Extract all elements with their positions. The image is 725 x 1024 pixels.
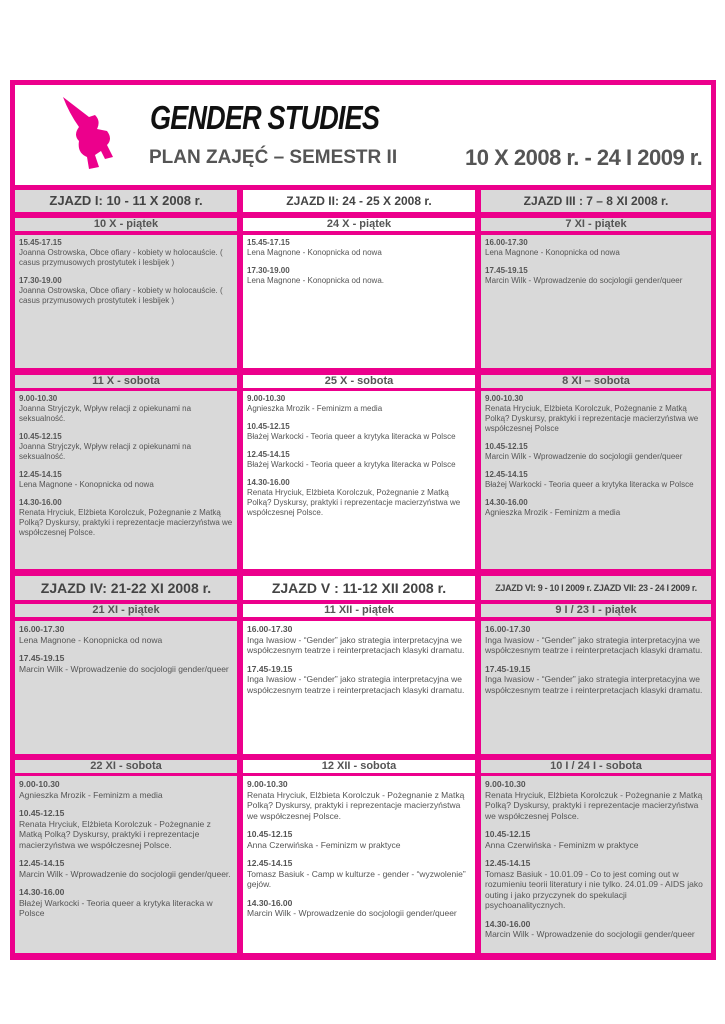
lecture-description: Anna Czerwińska - Feminizm w praktyce [247, 839, 401, 850]
zjazd-header: ZJAZD V : 11-12 XII 2008 r. [243, 576, 475, 600]
lecture-description: Tomasz Basiuk - 10.01.09 - Co to jest coming out w rozumieniu teorii literatury i nie tylko. 24.01.09 - AIDS jako outing i jako przyczynek do spekulacji psychoanalitycznych. [485, 868, 703, 910]
schedule-cell [481, 391, 711, 569]
lecture-time: 9.00-10.30 [247, 394, 286, 403]
zjazd-header: ZJAZD II: 24 - 25 X 2008 r. [243, 190, 475, 212]
lecture-time: 16.00-17.30 [247, 624, 293, 634]
lecture-entry [485, 664, 707, 696]
lecture-entry [247, 238, 471, 258]
lecture-time: 12.45-14.15 [247, 450, 290, 459]
lecture-entry [247, 898, 471, 919]
zjazd-header: ZJAZD I: 10 - 11 X 2008 r. [15, 190, 237, 212]
day-header: 10 I / 24 I - sobota [481, 760, 711, 773]
lecture-entry [247, 664, 471, 696]
lecture-description: Marcin Wilk - Wprowadzenie do socjologii gender/queer. [19, 868, 231, 879]
lecture-description: Renata Hryciuk, Elżbieta Korolczuk - Pożegnanie z Matką Polką? Dyskursy, praktyki i reprezentacje macierzyństwa we współczesnej Polsce. [485, 789, 703, 821]
lecture-description: Renata Hryciuk, Elżbieta Korolczuk - Pożegnanie z Matką Polką? Dyskursy, praktyki i reprezentacje macierzyństwa we współczesnej Polsce. [247, 789, 465, 821]
lecture-entry [19, 470, 233, 490]
day-header: 10 X - piątek [15, 218, 237, 231]
lecture-entry [19, 887, 233, 919]
lecture-entry [485, 498, 707, 518]
lecture-time: 10.45-12.15 [247, 422, 290, 431]
lecture-time: 16.00-17.30 [485, 624, 531, 634]
lecture-entry [19, 238, 233, 268]
lecture-description: Agnieszka Mrozik - Feminizm a media [247, 404, 383, 413]
lecture-time: 17.30-19.00 [19, 276, 62, 285]
lecture-description: Renata Hryciuk, Elżbieta Korolczuk, Pożegnanie z Matką Polką? Dyskursy, praktyki i reprezentacje macierzyństwa we współczesnej Polsce. [247, 488, 461, 517]
schedule-cell [243, 391, 475, 569]
lecture-description: Renata Hryciuk, Elżbieta Korolczuk - Pożegnanie z Matką Polką? Dyskursy, praktyki i reprezentacje macierzyństwa we współczesnej Polsce. [19, 818, 211, 850]
lecture-time: 12.45-14.15 [19, 470, 62, 479]
lecture-time: 10.45-12.15 [247, 829, 293, 839]
zjazd-header: ZJAZD IV: 21-22 XI 2008 r. [15, 576, 237, 600]
lecture-description: Lena Magnone - Konopnicka od nowa [19, 634, 163, 645]
lecture-entry [485, 266, 707, 286]
lecture-time: 17.45-19.15 [19, 653, 65, 663]
lecture-description: Renata Hryciuk, Elżbieta Korolczuk, Pożegnanie z Matką Polką? Dyskursy, praktyki i reprezentacje macierzyństwa we współczesnej Polsce [485, 404, 699, 433]
lecture-entry [247, 394, 471, 414]
lecture-time: 16.00-17.30 [485, 238, 528, 247]
page-subtitle: PLAN ZAJĘĆ – SEMESTR II [149, 147, 398, 168]
lecture-entry [19, 808, 233, 850]
lecture-description: Tomasz Basiuk - Camp w kulturze - gender - “wyzwolenie” gejów. [247, 868, 466, 889]
lecture-time: 15.45-17.15 [19, 238, 62, 247]
schedule-cell [481, 621, 711, 754]
lecture-description: Inga Iwasiow - “Gender” jako strategia interpretacyjna we współczesnym teatrze i reinterpretacjach klasyki dramatu. [247, 634, 465, 655]
lecture-description: Agnieszka Mrozik - Feminizm a media [485, 508, 621, 517]
lecture-description: Inga Iwasiow - “Gender” jako strategia interpretacyjna we współczesnym teatrze i reinterpretacjach klasyki dramatu. [485, 674, 703, 695]
day-header: 11 X - sobota [15, 375, 237, 388]
lecture-time: 10.45-12.15 [485, 442, 528, 451]
lecture-entry [485, 919, 707, 940]
lecture-entry [485, 394, 707, 434]
lecture-entry [19, 624, 233, 645]
lecture-entry [485, 779, 707, 821]
lecture-description: Inga Iwasiow - “Gender” jako strategia interpretacyjna we współczesnym teatrze i reinterpretacjach klasyki dramatu. [485, 634, 703, 655]
lecture-description: Joanna Stryjczyk, Wpływ relacji z opiekunami na seksualność. [19, 442, 192, 461]
day-header: 11 XII - piątek [243, 604, 475, 617]
schedule-cell [15, 235, 237, 368]
lecture-time: 14.30-16.00 [247, 478, 290, 487]
lecture-entry [247, 478, 471, 518]
lecture-description: Marcin Wilk - Wprowadzenie do socjologii gender/queer [485, 452, 683, 461]
day-header: 9 I / 23 I - piątek [481, 604, 711, 617]
lecture-entry [19, 779, 233, 800]
lecture-time: 10.45-12.15 [485, 829, 531, 839]
lecture-time: 9.00-10.30 [485, 394, 524, 403]
lecture-time: 17.45-19.15 [485, 663, 531, 674]
lecture-time: 16.00-17.30 [19, 624, 65, 634]
lecture-time: 12.45-14.15 [485, 470, 528, 479]
lecture-description: Renata Hryciuk, Elżbieta Korolczuk, Pożegnanie z Matką Polką? Dyskursy, praktyki i reprezentacje macierzyństwa we współczesnej Polsce. [19, 508, 233, 537]
lecture-time: 9.00-10.30 [247, 779, 288, 789]
schedule-cell [15, 391, 237, 569]
schedule-cell [15, 621, 237, 754]
lecture-description: Błażej Warkocki - Teoria queer a krytyka literacka w Polsce [485, 480, 694, 489]
day-header: 25 X - sobota [243, 375, 475, 388]
lecture-description: Joanna Ostrowska, Obce ofiary - kobiety w holocauście. ( casus przymusowych prostytutek i lesbijek ) [19, 248, 223, 267]
lecture-entry [485, 624, 707, 656]
lecture-time: 12.45-14.15 [247, 858, 293, 868]
lecture-time: 9.00-10.30 [19, 779, 60, 789]
lecture-description: Lena Magnone - Konopnicka od nowa. [247, 276, 384, 285]
zjazd-header: ZJAZD VI: 9 - 10 I 2009 r. ZJAZD VII: 23 - 24 I 2009 r. [481, 576, 711, 600]
schedule-cell [243, 235, 475, 368]
lecture-entry [485, 829, 707, 850]
lecture-description: Marcin Wilk - Wprowadzenie do socjologii gender/queer [19, 663, 229, 674]
header [15, 85, 711, 185]
lecture-description: Marcin Wilk - Wprowadzenie do socjologii gender/queer [485, 276, 683, 285]
lecture-entry [19, 858, 233, 879]
lecture-time: 14.30-16.00 [19, 887, 65, 897]
lecture-entry [247, 450, 471, 470]
lecture-description: Marcin Wilk - Wprowadzenie do socjologii gender/queer [485, 929, 695, 939]
lecture-time: 14.30-16.00 [485, 498, 528, 507]
gnome-logo-icon [55, 95, 125, 175]
lecture-entry [19, 432, 233, 462]
day-header: 24 X - piątek [243, 218, 475, 231]
lecture-entry [19, 498, 233, 538]
lecture-entry [247, 779, 471, 821]
page-title: GENDER STUDIES [150, 99, 380, 136]
lecture-description: Joanna Stryjczyk, Wpływ relacji z opiekunami na seksualność. [19, 404, 192, 423]
lecture-description: Anna Czerwińska - Feminizm w praktyce [485, 839, 639, 850]
day-header: 8 XI – sobota [481, 375, 711, 388]
lecture-description: Lena Magnone - Konopnicka od nowa [19, 480, 154, 489]
lecture-time: 15.45-17.15 [247, 238, 290, 247]
lecture-entry [247, 829, 471, 850]
lecture-description: Joanna Ostrowska, Obce ofiary - kobiety w holocauście. ( casus przymusowych prostytutek i lesbijek ) [19, 286, 223, 305]
zjazd-header: ZJAZD III : 7 – 8 XI 2008 r. [481, 190, 711, 212]
lecture-entry [485, 442, 707, 462]
day-header: 7 XI - piątek [481, 218, 711, 231]
day-header: 12 XII - sobota [243, 760, 475, 773]
lecture-entry [247, 266, 471, 286]
lecture-time: 9.00-10.30 [485, 779, 526, 789]
semester-dates: 10 X 2008 r. - 24 I 2009 r. [465, 145, 703, 170]
lecture-entry [247, 422, 471, 442]
lecture-description: Lena Magnone - Konopnicka od nowa [485, 248, 620, 257]
lecture-entry [19, 276, 233, 306]
lecture-description: Marcin Wilk - Wprowadzenie do socjologii gender/queer [247, 908, 457, 918]
lecture-time: 12.45-14.15 [19, 858, 65, 868]
lecture-time: 10.45-12.15 [19, 808, 65, 818]
lecture-entry [485, 238, 707, 258]
lecture-time: 17.45-19.15 [247, 663, 293, 674]
lecture-entry [19, 394, 233, 424]
schedule-cell [243, 776, 475, 953]
lecture-description: Błażej Warkocki - Teoria queer a krytyka literacka w Polsce [247, 460, 456, 469]
lecture-time: 12.45-14.15 [485, 858, 531, 868]
lecture-entry [247, 858, 471, 890]
lecture-time: 17.30-19.00 [247, 266, 290, 275]
day-header: 21 XI - piątek [15, 604, 237, 617]
day-header: 22 XI - sobota [15, 760, 237, 773]
lecture-time: 14.30-16.00 [19, 498, 62, 507]
lecture-time: 14.30-16.00 [247, 897, 293, 908]
lecture-description: Agnieszka Mrozik - Feminizm a media [19, 789, 163, 800]
lecture-time: 17.45-19.15 [485, 266, 528, 275]
lecture-entry [247, 624, 471, 656]
schedule-cell [481, 776, 711, 953]
schedule-cell [15, 776, 237, 953]
lecture-time: 9.00-10.30 [19, 394, 58, 403]
lecture-entry [485, 470, 707, 490]
lecture-description: Lena Magnone - Konopnicka od nowa [247, 248, 382, 257]
lecture-entry [485, 858, 707, 911]
lecture-description: Błażej Warkocki - Teoria queer a krytyka literacka w Polsce [19, 897, 213, 918]
lecture-entry [19, 653, 233, 674]
schedule-cell [243, 621, 475, 754]
lecture-time: 14.30-16.00 [485, 918, 531, 929]
lecture-description: Inga Iwasiow - “Gender” jako strategia interpretacyjna we współczesnym teatrze i reinterpretacjach klasyki dramatu. [247, 674, 465, 695]
schedule-cell [481, 235, 711, 368]
lecture-time: 10.45-12.15 [19, 432, 62, 441]
lecture-description: Błażej Warkocki - Teoria queer a krytyka literacka w Polsce [247, 432, 456, 441]
